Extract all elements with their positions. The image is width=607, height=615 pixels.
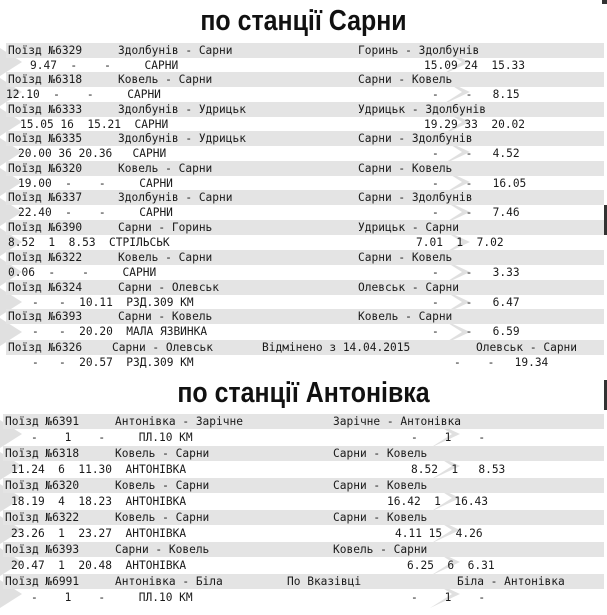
train-number: Поїзд №6991 [5,575,80,588]
route-outbound: Ковель - Сарни [118,73,213,86]
train-header-row [6,131,604,146]
times-outbound: 20.47 1 20.48 АНТОНІВКА [11,559,187,572]
train-number: Поїзд №6324 [8,281,83,294]
train-header-row [3,542,604,557]
cancellation-note: Відмінено з 14.04.2015 [262,341,411,354]
route-outbound: Сарни - Олевськ [112,341,214,354]
times-outbound: 11.24 6 11.30 АНТОНІВКА [11,463,187,476]
route-outbound: Ковель - Сарни [118,162,213,175]
train-number: Поїзд №6318 [8,73,83,86]
times-outbound: 0.06 - - САРНИ [8,266,157,279]
train-header-row [3,574,604,589]
times-return: - - 19.34 [454,356,549,369]
train-number: Поїзд №6337 [8,191,83,204]
train-number: Поїзд №6390 [8,221,83,234]
train-header-row [6,220,604,235]
train-header-row [6,43,604,58]
train-times-row [6,355,604,370]
route-return: Удрицьк - Здолбунів [358,103,486,116]
route-return: Ковель - Сарни [358,310,453,323]
train-header-row [3,446,604,461]
route-return: Сарни - Здолбунів [358,132,473,145]
route-outbound: Ковель - Сарни [115,511,210,524]
train-times-row [6,87,604,102]
times-return: 16.42 1 16.43 [387,495,489,508]
times-return: - - 4.52 [432,147,520,160]
times-return: - - 8.15 [432,88,520,101]
train-times-row [3,430,604,445]
times-outbound: - 1 - ПЛ.10 КМ [31,591,193,604]
route-return: Удрицьк - Сарни [358,221,460,234]
train-times-row [3,558,604,573]
times-outbound: 12.10 - - САРНИ [6,88,161,101]
route-return: Сарни - Ковель [358,73,453,86]
train-header-row [3,478,604,493]
train-number: Поїзд №6318 [5,447,80,460]
train-number: Поїзд №6320 [5,479,80,492]
train-header-row [6,161,604,176]
times-return: 4.11 15 4.26 [395,527,483,540]
route-return: Горинь - Здолбунів [358,44,480,57]
train-number: Поїзд №6333 [8,103,83,116]
train-times-row [6,146,604,161]
route-return: Сарни - Ковель [358,162,453,175]
route-outbound: Ковель - Сарни [115,447,210,460]
train-number: Поїзд №6322 [5,511,80,524]
train-number: Поїзд №6391 [5,415,80,428]
section-title-sarny: по станції Сарни [200,5,407,37]
route-outbound: Здолбунів - Удрицьк [118,103,246,116]
route-return: Зарічне - Антонівка [333,415,461,428]
times-return: - - 16.05 [432,177,527,190]
times-outbound: - - 10.11 РЗД.309 КМ [32,296,194,309]
train-times-row [3,526,604,541]
times-outbound: 18.19 4 18.23 АНТОНІВКА [11,495,187,508]
train-header-row [6,250,604,265]
route-outbound: Здолбунів - Сарни [118,191,233,204]
times-outbound: 9.47 - - САРНИ [30,59,179,72]
train-header-row [6,340,604,355]
times-return: - 1 - [411,591,486,604]
times-return: 8.52 1 8.53 [411,463,506,476]
times-outbound: 8.52 1 8.53 СТРІЛЬСЬК [8,236,170,249]
times-return: 19.29 33 20.02 [424,118,526,131]
route-return: Сарни - Ковель [333,447,428,460]
section-title-antonivka: по станції Антонівка [177,377,430,409]
train-times-row [3,494,604,509]
train-header-row [6,102,604,117]
route-outbound: Ковель - Сарни [118,251,213,264]
train-header-row [6,72,604,87]
train-times-row [6,176,604,191]
route-return: Сарни - Ковель [333,511,428,524]
times-return: 6.25 6 6.31 [407,559,495,572]
times-outbound: 23.26 1 23.27 АНТОНІВКА [11,527,187,540]
train-number: Поїзд №6322 [8,251,83,264]
times-return: 7.01 1 7.02 [416,236,504,249]
route-outbound: Здолбунів - Сарни [118,44,233,57]
times-outbound: 22.40 - - САРНИ [18,206,173,219]
train-times-row [6,324,604,339]
train-number: Поїзд №6320 [8,162,83,175]
route-outbound: Сарни - Олевськ [118,281,220,294]
route-outbound: Ковель - Сарни [115,479,210,492]
train-times-row [3,462,604,477]
times-outbound: - - 20.20 МАЛА ЯЗВИНКА [32,325,208,338]
route-outbound: Здолбунів - Удрицьк [118,132,246,145]
train-number: Поїзд №6335 [8,132,83,145]
times-outbound: 20.00 36 20.36 САРНИ [18,147,167,160]
train-number: Поїзд №6393 [5,543,80,556]
train-times-row [6,205,604,220]
instruction-note: По Вказівці [287,575,362,588]
train-times-row [6,265,604,280]
page-edge-mark [602,0,607,4]
route-return: Біла - Антонівка [457,575,565,588]
train-times-row [6,295,604,310]
train-number: Поїзд №6326 [8,341,83,354]
route-outbound: Антонівка - Зарічне [115,415,243,428]
train-header-row [6,280,604,295]
times-outbound: 15.05 16 15.21 САРНИ [20,118,169,131]
route-outbound: Сарни - Горинь [118,221,213,234]
times-return: - - 6.59 [432,325,520,338]
train-times-row [6,235,604,250]
times-outbound: - 1 - ПЛ.10 КМ [31,431,193,444]
times-outbound: 19.00 - - САРНИ [18,177,173,190]
times-outbound: - - 20.57 РЗД.309 КМ [32,356,194,369]
train-header-row [6,309,604,324]
train-header-row [3,414,604,429]
times-return: 15.09 24 15.33 [424,59,526,72]
times-return: - 1 - [411,431,486,444]
route-return: Ковель - Сарни [333,543,428,556]
times-return: - - 6.47 [432,296,520,309]
route-return: Сарни - Ковель [333,479,428,492]
route-return: Сарни - Здолбунів [358,191,473,204]
route-outbound: Сарни - Ковель [115,543,210,556]
route-outbound: Антонівка - Біла [115,575,223,588]
train-header-row [6,190,604,205]
times-return: - - 7.46 [432,206,520,219]
train-times-row [3,590,604,605]
train-header-row [3,510,604,525]
route-return: Олевськ - Сарни [476,341,578,354]
train-number: Поїзд №6393 [8,310,83,323]
route-return: Олевськ - Сарни [358,281,460,294]
train-number: Поїзд №6329 [8,44,83,57]
train-times-row [6,117,604,132]
route-outbound: Сарни - Ковель [118,310,213,323]
train-times-row [6,58,604,73]
route-return: Сарни - Ковель [358,251,453,264]
times-return: - - 3.33 [432,266,520,279]
